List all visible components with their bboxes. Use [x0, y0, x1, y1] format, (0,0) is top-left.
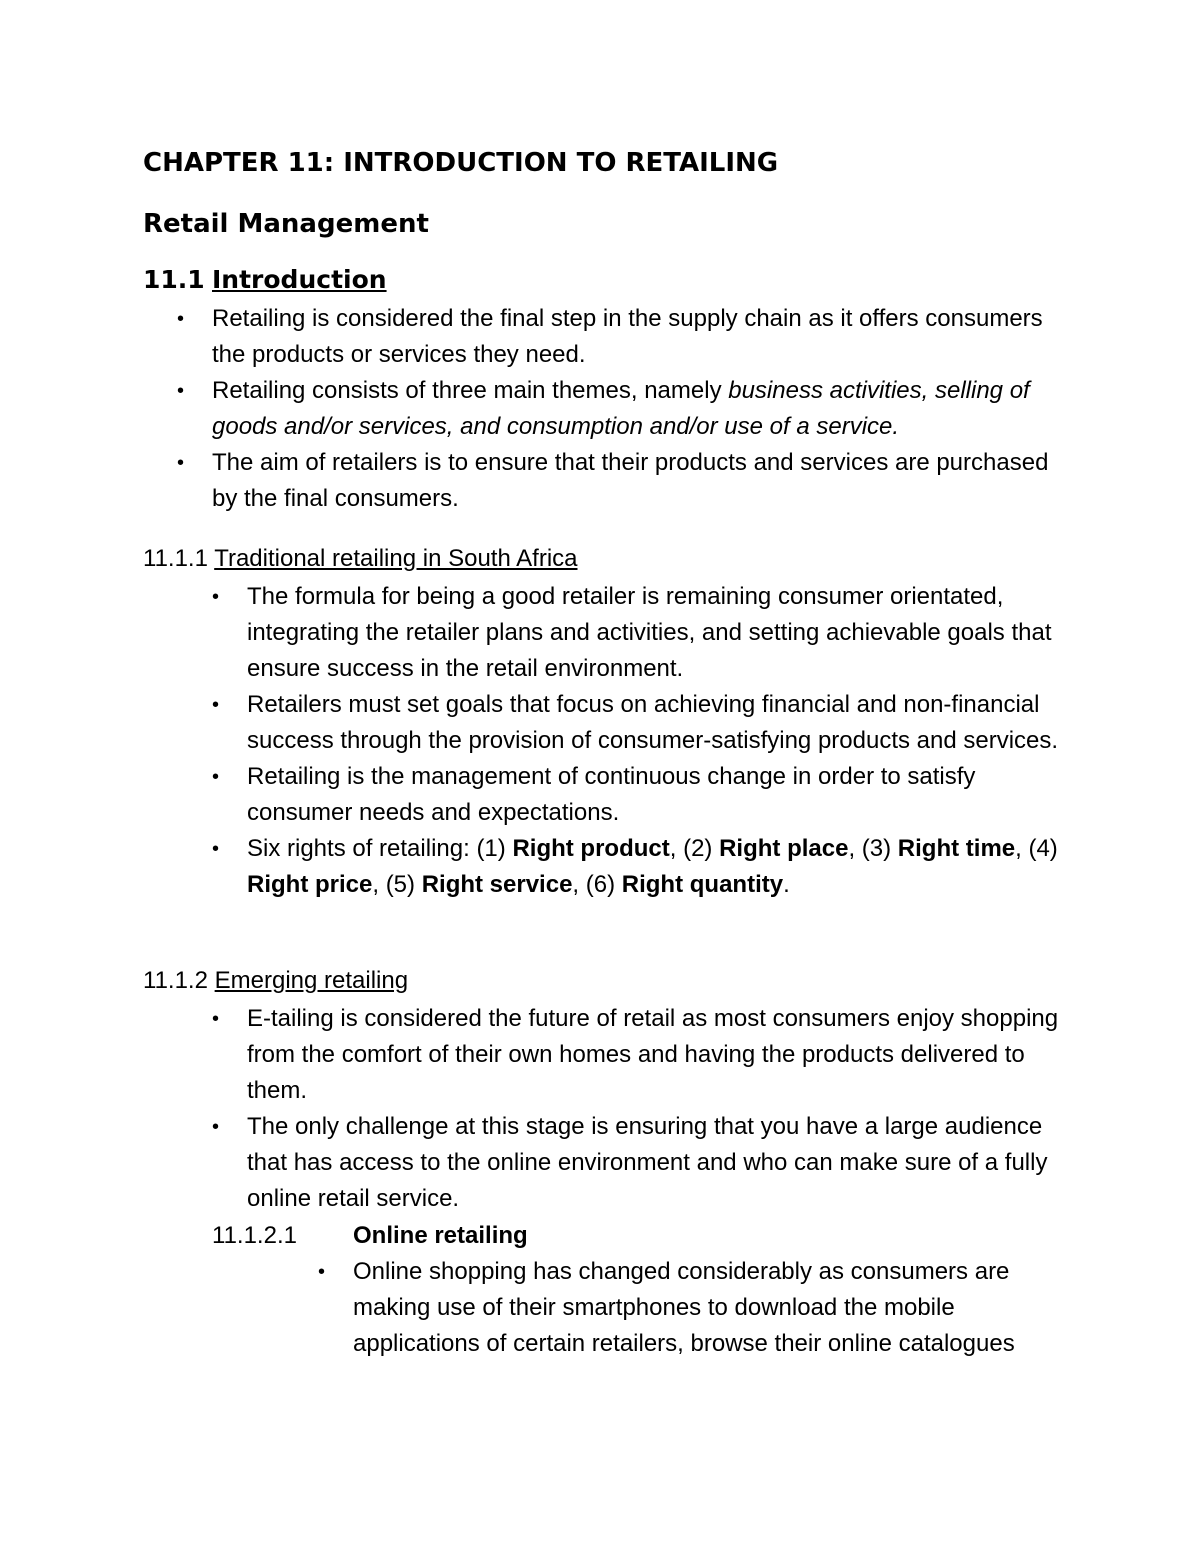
section-number: 11.1 [143, 265, 205, 294]
bullet-italic-text: business activities, selling of goods and/or services, and consumption and/or use of a service. [212, 377, 1030, 440]
right-separator: , [669, 835, 684, 862]
bullet-icon: • [177, 452, 185, 474]
subsection-number: 11.1.2 [143, 967, 208, 994]
chapter-title: CHAPTER 11: INTRODUCTION TO RETAILING [143, 148, 779, 178]
list-item [212, 1109, 1072, 1217]
right-label: Right time [897, 835, 1016, 862]
list-item [212, 1001, 1072, 1109]
bullet-icon: • [177, 308, 185, 330]
bullet-text: Retailing consists of three main themes, namely [212, 377, 729, 404]
bullet-icon: • [212, 766, 220, 788]
bullet-text: Retailing is the management of continuous change in order to satisfy consumer needs and expectations. [247, 763, 976, 826]
list-item [177, 445, 1077, 517]
document-subtitle: Retail Management [143, 209, 429, 239]
subsubsection-heading [212, 1218, 528, 1254]
bullet-list [177, 301, 1077, 517]
bullet-text: E-tailing is considered the future of retail as most consumers enjoy shopping from the comfort of their own homes and having the products delivered to them. [247, 1005, 1059, 1104]
bullet-icon: • [212, 586, 220, 608]
right-number: (1) [476, 835, 513, 862]
bullet-list [212, 1001, 1072, 1217]
right-number: (4) [1028, 835, 1058, 862]
right-label: Right place [719, 835, 849, 862]
bullet-list [318, 1254, 1078, 1362]
bullet-text: Six rights of retailing: [247, 835, 477, 862]
right-label: Right price [247, 871, 373, 898]
right-label: Right quantity [621, 871, 784, 898]
list-item [177, 373, 1077, 445]
right-separator: . [783, 871, 790, 898]
right-separator: , [1015, 835, 1029, 862]
subsection-title: Traditional retailing in South Africa [214, 545, 578, 572]
bullet-text: Retailers must set goals that focus on achieving financial and non-financial success through the provision of consumer-satisfying products and services. [247, 691, 1059, 754]
right-separator: , [572, 871, 586, 898]
subsubsection-number: 11.1.2.1 [212, 1222, 297, 1249]
bullet-text: The only challenge at this stage is ensuring that you have a large audience that has access to the online environment and who can make sure of a fully online retail service. [247, 1113, 1048, 1212]
right-number: (3) [861, 835, 898, 862]
list-item [212, 687, 1072, 759]
bullet-text: The formula for being a good retailer is remaining consumer orientated, integrating the retailer plans and activities, and setting achievable goals that ensure success in the retail environment. [247, 583, 1052, 682]
right-number: (2) [683, 835, 720, 862]
list-item [212, 831, 1072, 903]
list-item [177, 301, 1077, 373]
right-number: (6) [585, 871, 622, 898]
bullet-icon: • [212, 1116, 220, 1138]
bullet-icon: • [318, 1261, 326, 1283]
bullet-icon: • [212, 1008, 220, 1030]
bullet-icon: • [212, 838, 220, 860]
subsection-title: Emerging retailing [214, 967, 409, 994]
right-label: Right product [512, 835, 670, 862]
subsubsection-title: Online retailing [353, 1222, 528, 1249]
bullet-text: The aim of retailers is to ensure that their products and services are purchased by the final consumers. [212, 449, 1049, 512]
section-title: Introduction [212, 265, 387, 294]
list-item [318, 1254, 1078, 1362]
list-item [212, 579, 1072, 687]
list-item [212, 759, 1072, 831]
right-separator: , [848, 835, 862, 862]
bullet-list [212, 579, 1072, 903]
subsection-heading [143, 963, 408, 999]
bullet-text: Retailing is considered the final step in the supply chain as it offers consumers the products or services they need. [212, 305, 1043, 368]
subsection-heading [143, 541, 578, 577]
bullet-icon: • [177, 380, 185, 402]
bullet-text: Online shopping has changed considerably as consumers are making use of their smartphones to download the mobile applications of certain retailers, browse their online catalogues [353, 1258, 1015, 1357]
right-separator: , [372, 871, 386, 898]
right-number: (5) [385, 871, 422, 898]
right-label: Right service [421, 871, 573, 898]
subsection-number: 11.1.1 [143, 545, 208, 572]
bullet-icon: • [212, 694, 220, 716]
